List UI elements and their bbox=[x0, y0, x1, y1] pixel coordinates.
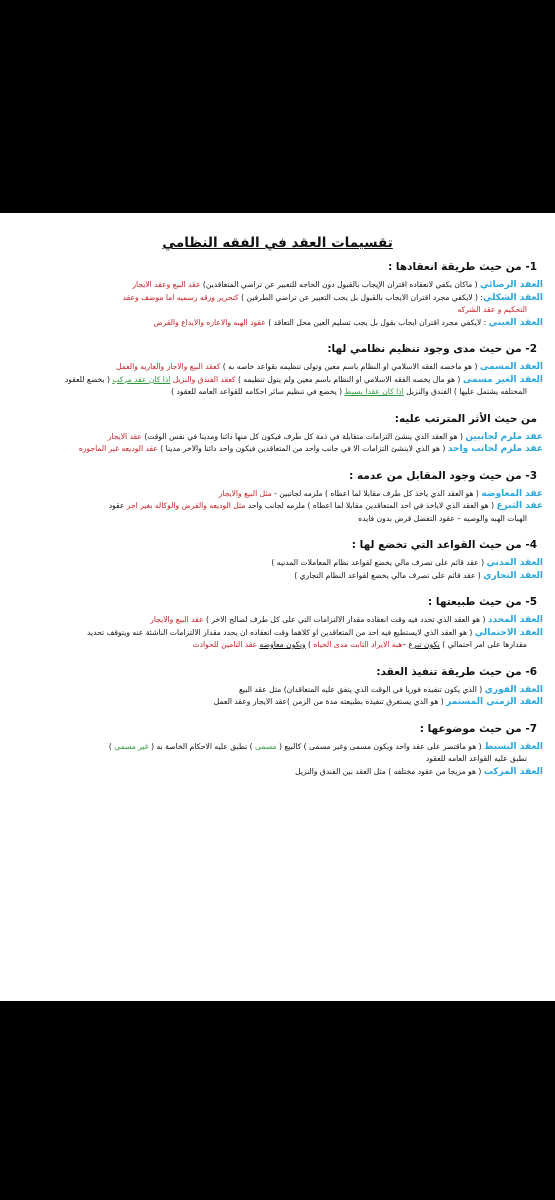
section-heading bbox=[12, 666, 537, 678]
body-text: ( هو الذي يستغرق تنفيذه بطبيعته مدة من الزمن )عقد الايجار وعقد العمل bbox=[213, 697, 447, 706]
sections-container bbox=[12, 261, 543, 778]
text-line bbox=[12, 627, 543, 640]
section-number: 2- bbox=[521, 343, 537, 355]
section-2 bbox=[12, 343, 543, 399]
example-text: عقد البيع والايجار bbox=[150, 615, 204, 624]
term-label: العقد العيني bbox=[488, 317, 543, 328]
term-label: العقد الزمني المستمر bbox=[446, 697, 543, 707]
section-8 bbox=[12, 723, 543, 779]
body-text: ( هو العقد الذي لايستطيع فيه احد من المتعاقدين او كلاهما وقت انعقاده ان يحدد مقدار الالتزامات الناشئة عنه ويتوقف تحديد bbox=[87, 627, 475, 637]
text-line bbox=[12, 386, 527, 399]
section-heading bbox=[12, 470, 537, 482]
section-3 bbox=[12, 413, 543, 456]
body-text: : ( لايكفي مجرد اقتران الايجاب بالقبول بل يجب التعبير عن تراضي الطرفين ) bbox=[238, 292, 483, 302]
section-4 bbox=[12, 470, 543, 526]
body-text: ) bbox=[305, 640, 314, 649]
example-text: عقد الوديعه غير الماجوره bbox=[78, 444, 158, 453]
text-line bbox=[12, 696, 543, 709]
text-line bbox=[12, 513, 527, 526]
text-line bbox=[12, 684, 543, 697]
note-text: اذا كان عقدا بسيط bbox=[344, 387, 404, 396]
section-number: 6- bbox=[521, 665, 537, 678]
body-text: ( هو العقد الذي ينشئ التزامات متقابلة في ذمة كل طرف فيكون كل منها دائنا ومدينا في نفس الوقت) bbox=[141, 431, 466, 441]
section-heading-text: من حيث طريقة تنفيذ العقد: bbox=[376, 665, 522, 678]
section-heading-text: من حيث طبيعتها : bbox=[428, 596, 522, 608]
document-title: تقسيمات العقد في الفقه النظامي bbox=[162, 235, 393, 251]
section-heading bbox=[12, 261, 537, 273]
section-heading bbox=[12, 539, 537, 551]
body-text: ( هو مزيجا من عقود مختلفه ) مثل العقد بين الفندق والنزيل bbox=[295, 766, 484, 776]
body-text: يكون تبرع bbox=[408, 640, 440, 649]
note-text: اذا كان عقد مركب bbox=[112, 374, 171, 384]
text-line bbox=[12, 639, 527, 652]
body-text: ( عقد قائم على تصرف مالي يخضع لقواعد نظام المعاملات المدنيه ) bbox=[271, 558, 487, 567]
text-line bbox=[12, 304, 527, 317]
example-text: عقد البيع وعقد الايجار bbox=[132, 280, 201, 289]
term-label: العقد الفوري bbox=[484, 684, 543, 695]
body-text: ( عقد قائم على تصرف مالي يخضع لقواعد النظام التجاري ) bbox=[294, 570, 484, 580]
section-heading bbox=[12, 343, 537, 355]
body-text: ( هو العقد الذي ياخذ كل طرف مقابلا لما اعطاه ) ملزمه لجانبين - bbox=[271, 488, 482, 498]
term-label: العقد البسيط bbox=[484, 741, 543, 752]
body-text: ( هو ماخصه الفقه الاسلامي او النظام باسم معين وتولى تنظيمه بقواعد خاصه به ) bbox=[220, 362, 480, 371]
text-line bbox=[12, 292, 543, 305]
example-text: عقد الايجار bbox=[107, 431, 142, 441]
example-text: مثل الوديعه والقرض والوكاله بغير اجر bbox=[126, 501, 246, 510]
term-label: العقد الغير مسمى bbox=[462, 374, 543, 385]
example-text: عقد التامين للحوادث bbox=[192, 640, 258, 649]
text-line bbox=[12, 374, 543, 387]
section-7 bbox=[12, 666, 543, 709]
text-line bbox=[12, 279, 543, 292]
body-text: ويكون معاوضه bbox=[259, 640, 306, 649]
body-text: ) تطبق عليه الاحكام الخاصة به ( bbox=[148, 741, 255, 751]
term-label: العقد التجاري bbox=[483, 570, 543, 581]
section-heading-text: من حيث القواعد التي تخضع لها : bbox=[351, 539, 522, 551]
body-text: ( هو ماقتصر على عقد واحد ويكون مسمى وغير مسمى ) كالبيع ( bbox=[276, 741, 485, 751]
term-label: العقد الرضائي bbox=[480, 280, 543, 290]
section-heading-text: من حيث الأثر المترتب عليه: bbox=[394, 412, 537, 425]
body-text: تطبق عليه القواعد العامه للعقود bbox=[425, 754, 527, 763]
section-heading-text: من حيث وجود المقابل من عدمه : bbox=[349, 469, 522, 482]
example-text: التحكيم و عقد الشركه bbox=[457, 305, 527, 314]
section-5 bbox=[12, 539, 543, 582]
body-text: ) bbox=[108, 741, 115, 751]
body-text: ( ماكان يكفي لانعقاده اقتران الإيجاب بالقبول دون الحاجه للتعبير عن تراضي المتعاقدين) bbox=[200, 280, 481, 289]
section-number: 5- bbox=[521, 596, 537, 608]
example-text: كعقد البيع والاجار والعاريه والعمل bbox=[115, 362, 221, 371]
term-label: العقد الاحتمالي bbox=[474, 627, 543, 638]
section-heading bbox=[12, 596, 537, 608]
term-label: عقد ملزم لجانبين bbox=[465, 431, 543, 442]
note-text: مسمى bbox=[255, 741, 277, 751]
document-page bbox=[0, 213, 555, 1001]
section-1 bbox=[12, 261, 543, 329]
term-label: العقد المركب bbox=[483, 766, 543, 777]
term-label: العقد المدني bbox=[486, 558, 543, 568]
section-heading-text: من حيث مدى وجود تنظيم نظامي لها: bbox=[327, 343, 522, 355]
term-label: العقد الشكلي bbox=[483, 292, 543, 303]
section-heading bbox=[12, 413, 537, 425]
section-number: 1- bbox=[521, 261, 537, 273]
example-text: كعقد الفندق والنزيل bbox=[172, 374, 236, 384]
body-text: – bbox=[402, 640, 409, 649]
text-line bbox=[12, 570, 543, 583]
body-text: عقود bbox=[108, 501, 127, 510]
term-label: عقد المعاوضه bbox=[481, 488, 543, 499]
text-line bbox=[12, 766, 543, 779]
body-text: ( هو مال يخصه الفقه الاسلامي او النظام باسم معين ولم يتول تنظيمه ) bbox=[235, 374, 463, 384]
term-label: عقد التبرع bbox=[496, 501, 543, 511]
body-text: ( يخضع في تنظيم سائر احكامه للقواعد العامه للعقود ) bbox=[171, 387, 345, 396]
text-line bbox=[12, 557, 543, 570]
section-heading-text: من حيث طريقة انعقادها : bbox=[388, 261, 522, 273]
text-line bbox=[12, 614, 543, 627]
note-text: غير مسمى bbox=[114, 741, 149, 751]
body-text: ( هو العقد الذي لاياخذ في احد المتعاقدين مقابلا لما اعطاه ) ملزمه لجانب واحد bbox=[245, 501, 497, 510]
body-text: ( هو العقد الذي تحدد فيه وقت انعقاده مقدار الالتزامات التي على كل طرف لصالح الاخر ) bbox=[203, 615, 488, 624]
body-text: ( الذي يكون تنفيذه فوريا في الوقت الذي يتفق عليه المتعاقدان) مثل عقد البيع bbox=[238, 684, 485, 694]
section-number: 3- bbox=[521, 469, 537, 482]
term-label: العقد المحدد bbox=[487, 615, 543, 625]
body-text: ( يخضع للعقود bbox=[64, 374, 113, 384]
example-text: هبه الايراد الثابت مدى الحياه bbox=[313, 640, 403, 649]
term-label: عقد ملزم لجانب واحد bbox=[447, 444, 543, 454]
section-number: 4- bbox=[521, 539, 537, 551]
body-text: مقدارها على امر احتمالي ) bbox=[439, 640, 527, 649]
example-text: عقود الهبه والاعاره والايداع والقرض bbox=[153, 317, 266, 327]
term-label: العقد المسمى bbox=[479, 362, 543, 372]
section-heading bbox=[12, 723, 537, 735]
section-heading-text: من حيث موضوعها : bbox=[419, 722, 522, 735]
text-line bbox=[12, 443, 543, 456]
body-text: الهبات الهبه والوصيه – عقود التفضل قرض بدون فايده bbox=[358, 513, 527, 523]
section-number: 7- bbox=[521, 722, 537, 735]
section-6 bbox=[12, 596, 543, 652]
text-line bbox=[12, 317, 543, 330]
text-line bbox=[12, 741, 543, 754]
example-text: كتحرير ورقه رسميه اما موضف وعقد bbox=[122, 292, 239, 302]
text-line bbox=[12, 500, 543, 513]
body-text: : لايكفي مجرد اقتران ايجاب بقول بل يجب تسليم العين محل التعاقد ) bbox=[265, 317, 489, 327]
text-line bbox=[12, 431, 543, 444]
example-text: مثل البيع والايجار bbox=[218, 488, 272, 498]
text-line bbox=[12, 488, 543, 501]
text-line bbox=[12, 753, 527, 766]
body-text: ( هو الذي لاينشئ التزامات الا في جانب واحد من المتعاقدين فيكون واحد دائنا والاخر مدينا ) bbox=[157, 444, 448, 453]
body-text: المختلفه يشتمل عليها ) الفندق والنزيل bbox=[403, 387, 527, 396]
text-line bbox=[12, 361, 543, 374]
